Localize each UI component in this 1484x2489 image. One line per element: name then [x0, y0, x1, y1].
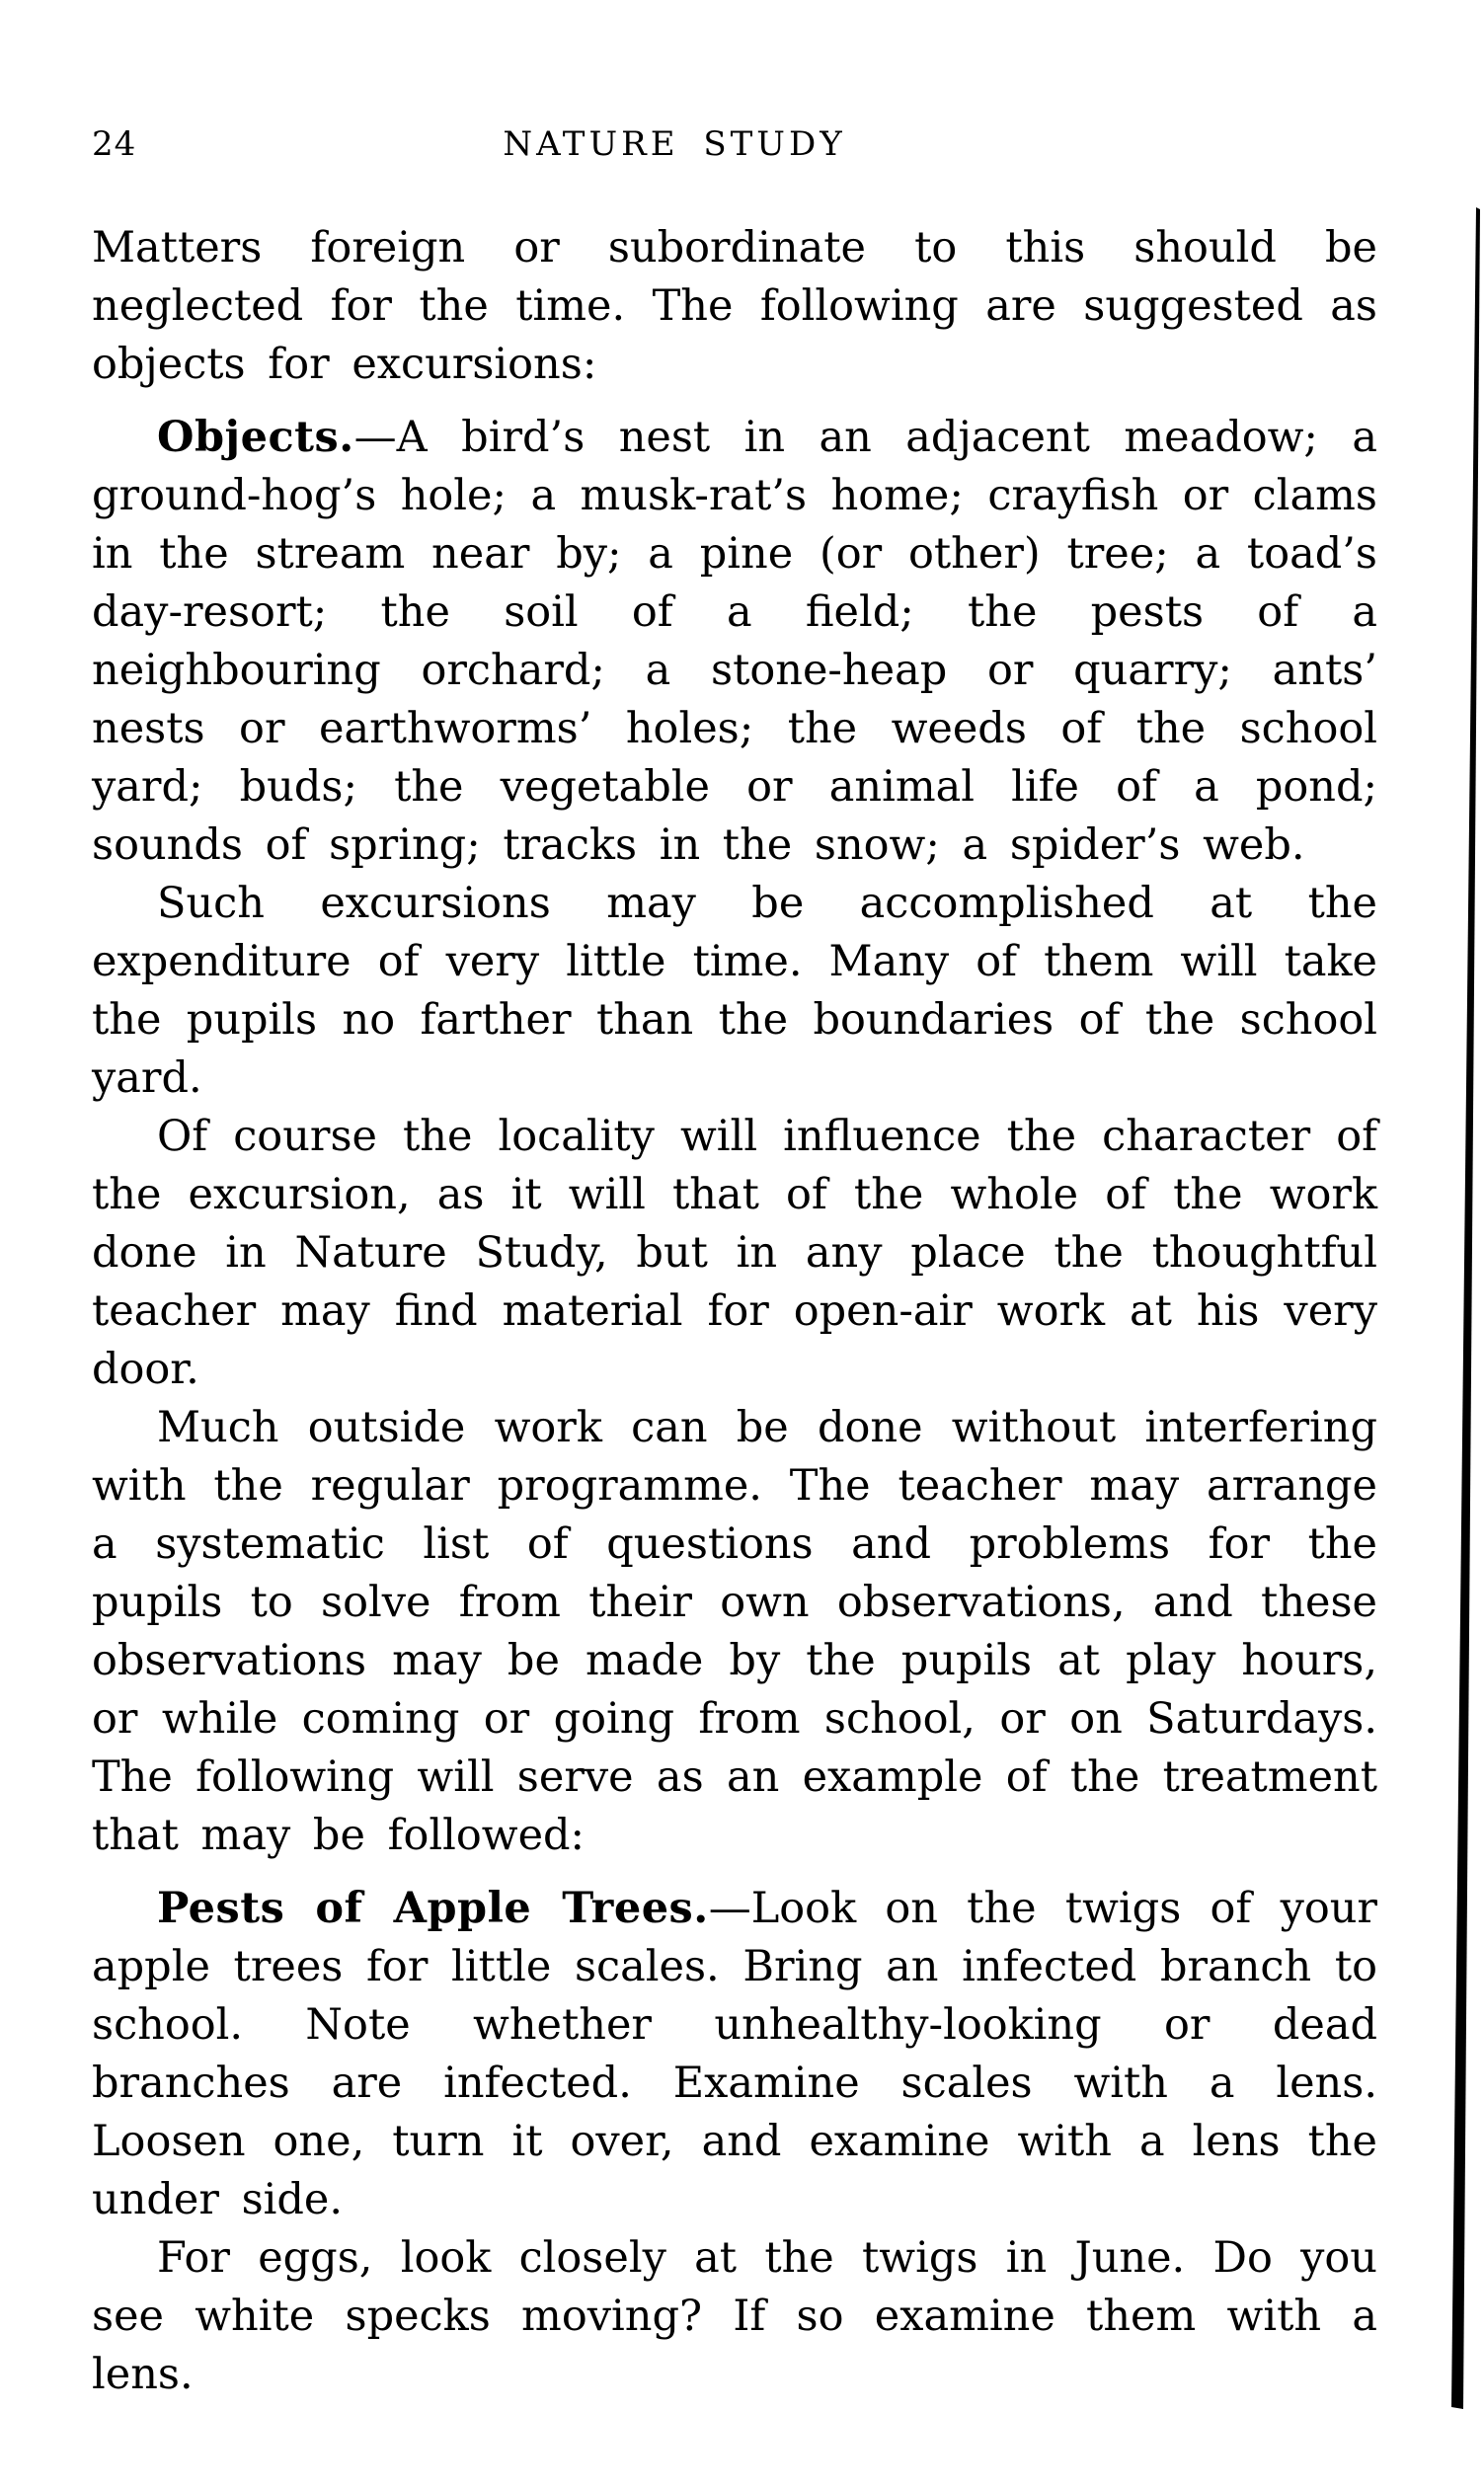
paragraph-lead: Objects.: [157, 413, 354, 462]
paragraph: [92, 875, 1377, 1108]
paragraph-lead: Pests of Apple Trees.: [157, 1884, 709, 1933]
paragraph: [92, 1108, 1377, 1399]
paragraph: [92, 409, 1377, 875]
paragraph: [92, 1880, 1377, 2229]
paragraph: [92, 219, 1377, 394]
paragraph: [92, 2229, 1377, 2404]
page-header-title: NATURE STUDY: [503, 124, 846, 164]
page-number: 24: [92, 124, 137, 164]
paragraph-text: Of course the locality will influence the character of the excursion, as it will that of the whole of the work done in Nature Study, but in any place the thoughtful teacher may find material for open-air work at his very door.: [92, 1112, 1377, 1394]
text-column: [92, 219, 1377, 2404]
paragraph: [92, 1399, 1377, 1865]
paragraph-text: Such excursions may be accomplished at the expenditure of very little time. Many of them will take the pupils no farther than the boundaries of the school yard.: [92, 879, 1377, 1103]
paragraph-text: For eggs, look closely at the twigs in June. Do you see white specks moving? If so examine them with a lens.: [92, 2233, 1377, 2399]
paragraph-text: —A bird’s nest in an adjacent meadow; a ground-hog’s hole; a musk-rat’s home; crayfish or clams in the stream near by; a pine (or other) tree; a toad’s day-resort; the soil of a field; the pests of a neighbouring orchard; a stone-heap or quarry; ants’ nests or earthworms’ holes; the weeds of the school yard; buds; the vegetable or animal life of a pond; sounds of spring; tracks in the snow; a spider’s web.: [92, 413, 1377, 870]
paragraph-text: Matters foreign or subordinate to this should be neglected for the time. The following are suggested as objects for excursions:: [92, 223, 1377, 389]
running-header: [92, 124, 1385, 168]
paragraph-text: Much outside work can be done without interfering with the regular programme. The teacher may arrange a systematic list of questions and problems for the pupils to solve from their own observations, and these observations may be made by the pupils at play hours, or while coming or going from school, or on Saturdays. The following will serve as an example of the treatment that may be followed:: [92, 1403, 1377, 1860]
paragraph-text: —Look on the twigs of your apple trees for little scales. Bring an infected branch to school. Note whether unhealthy-looking or dead branches are infected. Examine scales with a lens. Loosen one, turn it over, and examine with a lens the under side.: [92, 1884, 1377, 2224]
